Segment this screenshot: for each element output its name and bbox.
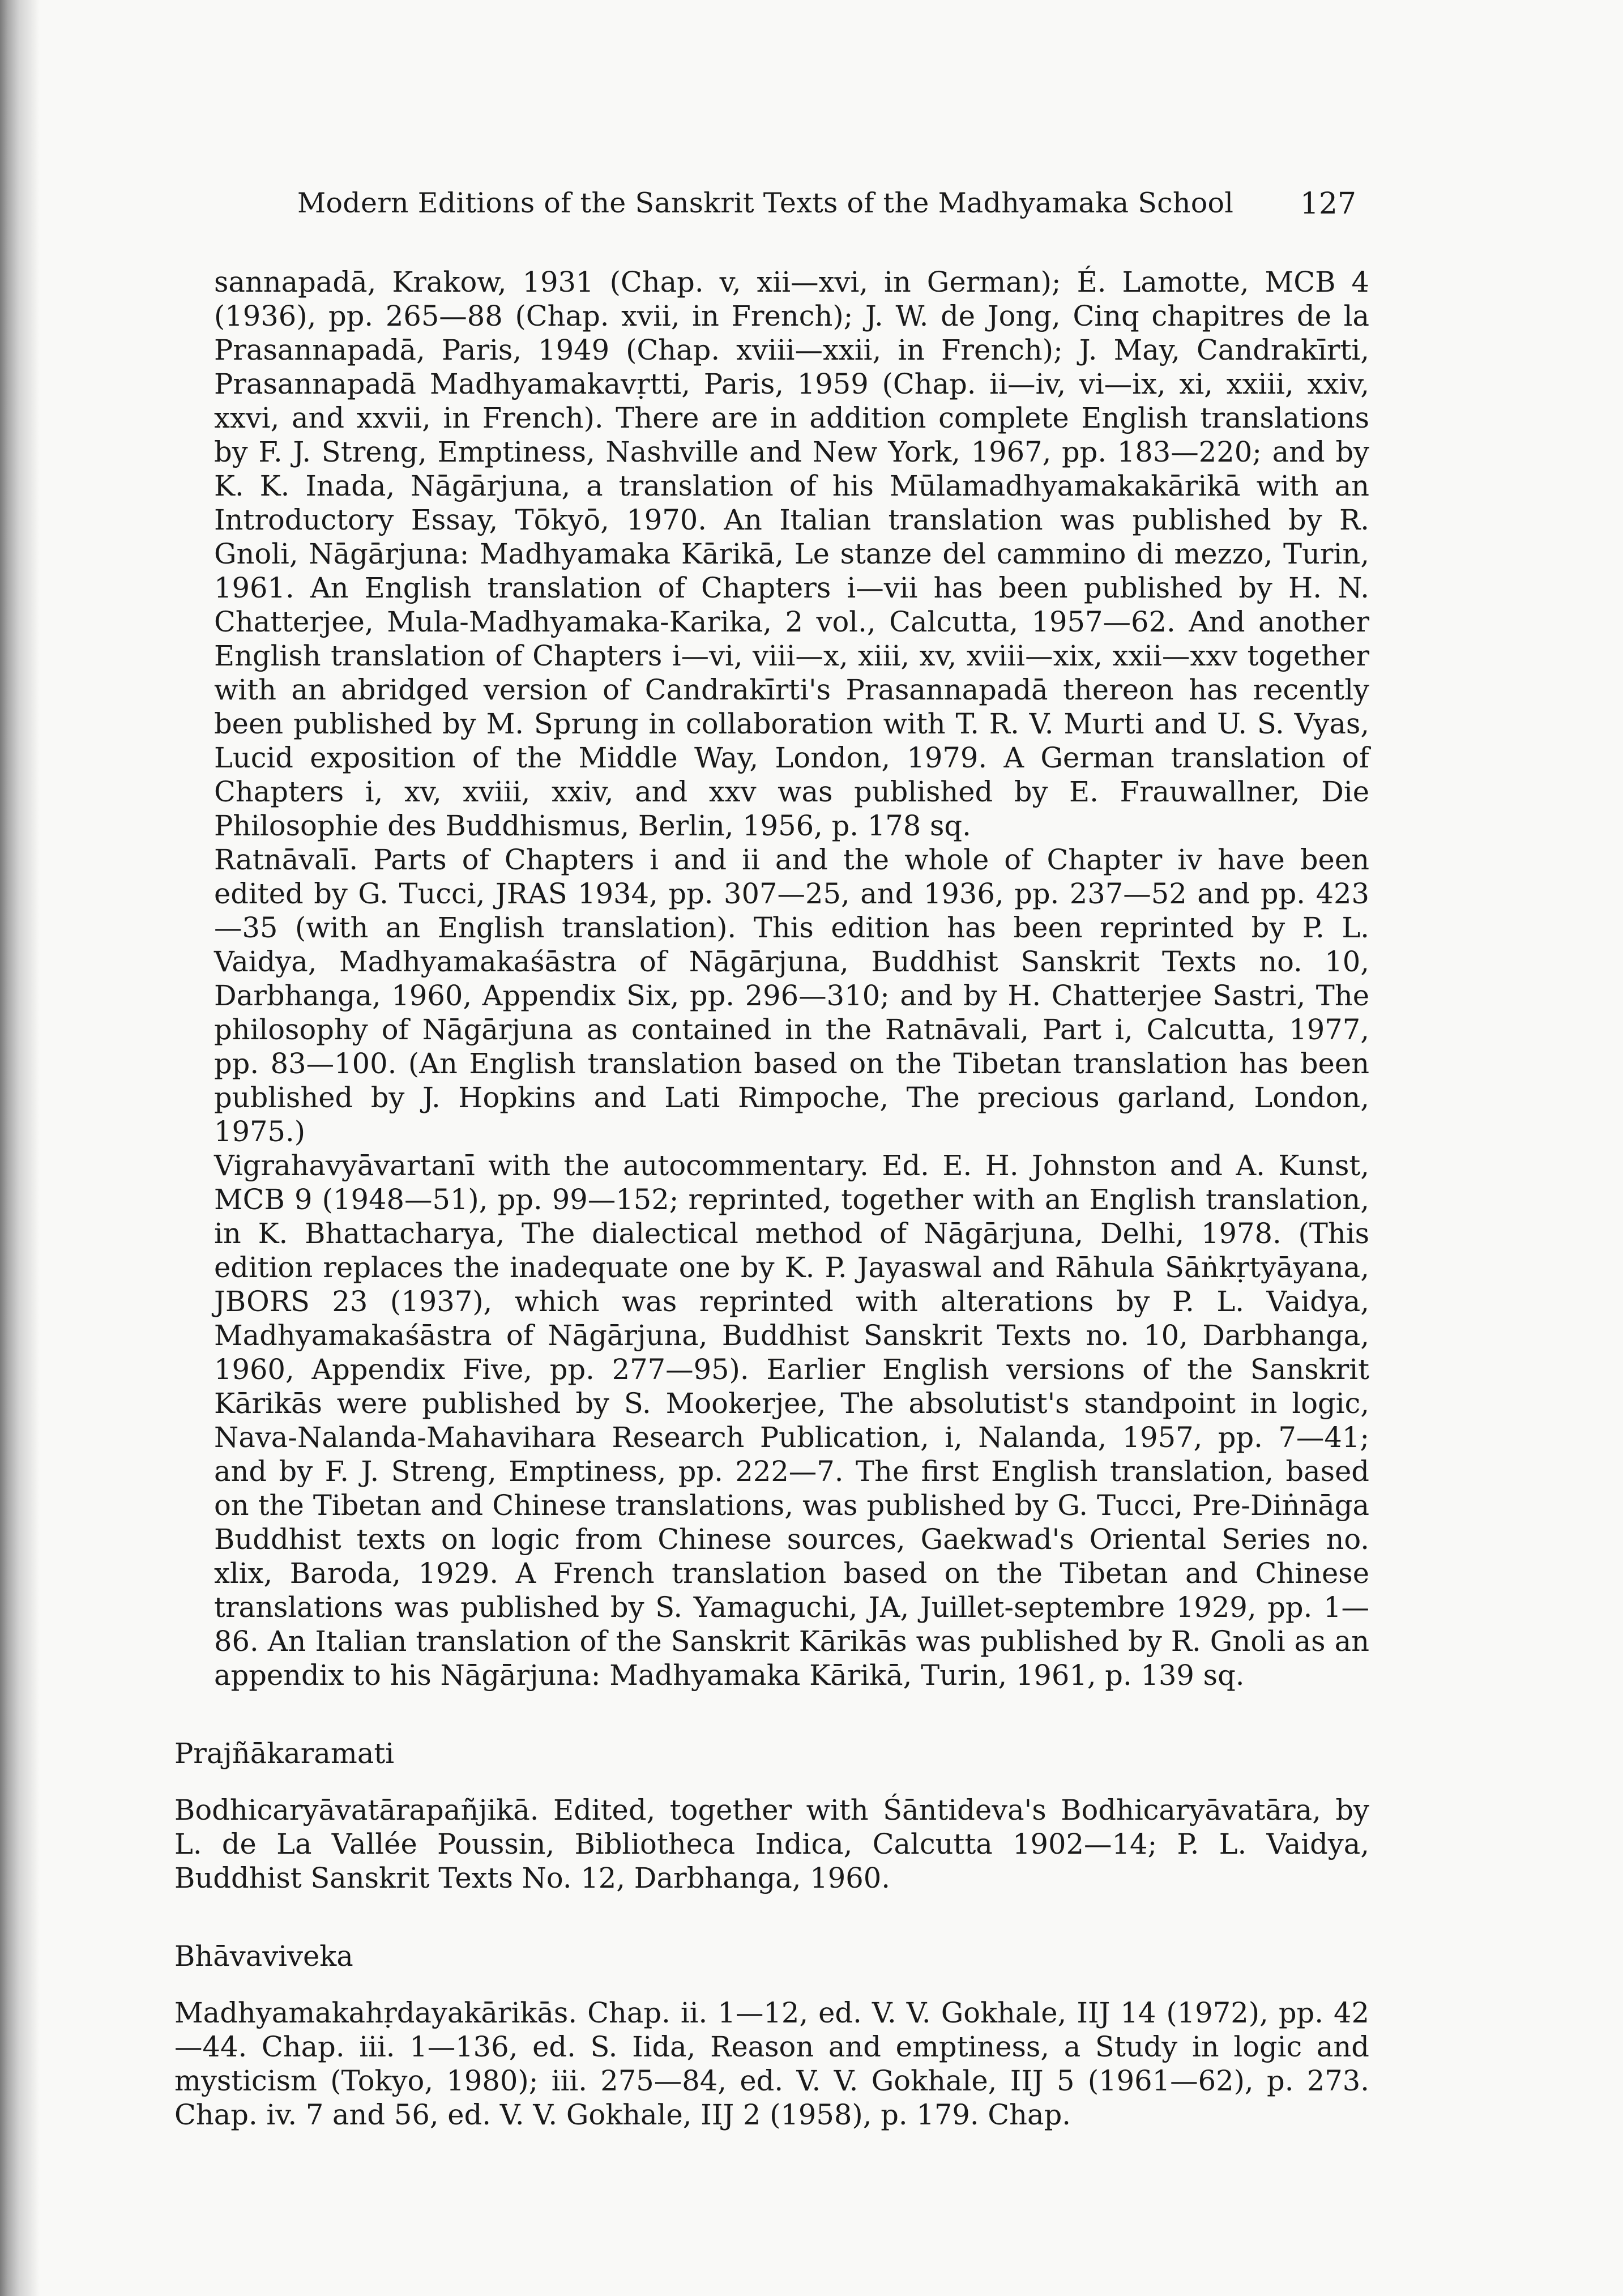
section-entry: Madhyamakahṛdayakārikās. Chap. ii. 1—12, ed. V. V. Gokhale, IIJ 14 (1972), pp. 42—44. Chap. iii. 1—136, ed. S. Iida, Reason and emptiness, a Study in logic and mysticism (Tokyo, 1980); iii. 275—84, ed. V. V. Gokhale, IIJ 5 (1961—62), p. 273. Chap. iv. 7 and 56, ed. V. V. Gokhale, IIJ 2 (1958), p. 179. Chap.	[174, 1996, 1369, 2131]
section-entry: Bodhicaryāvatārapañjikā. Edited, together with Śāntideva's Bodhicaryāvatāra, by L. de La Vallée Poussin, Bibliotheca Indica, Calcutta 1902—14; P. L. Vaidya, Buddhist Sanskrit Texts No. 12, Darbhanga, 1960.	[174, 1794, 1369, 1894]
page-number: 127	[1300, 187, 1356, 221]
body-text	[174, 265, 1369, 2132]
binding-edge-shadow	[0, 0, 40, 2296]
section-bhavaviveka	[174, 1939, 1369, 2132]
section-title: Bhāvaviveka	[174, 1940, 353, 1973]
page-header	[297, 187, 1356, 232]
running-title: Modern Editions of the Sanskrit Texts of the Madhyamaka School	[297, 187, 1234, 219]
section-prajnakaramati	[174, 1736, 1369, 1895]
section-title: Prajñākaramati	[174, 1737, 395, 1770]
continuation-paragraph: sannapadā, Krakow, 1931 (Chap. v, xii—xvi, in German); É. Lamotte, MCB 4 (1936), pp. 265—88 (Chap. xvii, in French); J. W. de Jong, Cinq chapitres de la Prasannapadā, Paris, 1949 (Chap. xviii—xxii, in French); J. May, Candrakīrti, Prasannapadā Madhyamakavṛtti, Paris, 1959 (Chap. ii—iv, vi—ix, xi, xxiii, xxiv, xxvi, and xxvii, in French). There are in addition complete English translations by F. J. Streng, Emptiness, Nashville and New York, 1967, pp. 183—220; and by K. K. Inada, Nāgārjuna, a translation of his Mūlamadhyamakakārikā with an Introductory Essay, Tōkyō, 1970. An Italian translation was published by R. Gnoli, Nāgārjuna: Madhyamaka Kārikā, Le stanze del cammino di mezzo, Turin, 1961. An English translation of Chapters i—vii has been published by H. N. Chatterjee, Mula-Madhyamaka-Karika, 2 vol., Calcutta, 1957—62. And another English translation of Chapters i—vi, viii—x, xiii, xv, xviii—xix, xxii—xxv together with an abridged version of Candrakīrti's Prasannapadā thereon has recently been published by M. Sprung in collaboration with T. R. V. Murti and U. S. Vyas, Lucid exposition of the Middle Way, London, 1979. A German translation of Chapters i, xv, xviii, xxiv, and xxv was published by E. Frauwallner, Die Philosophie des Buddhismus, Berlin, 1956, p. 178 sq.	[214, 266, 1369, 842]
vigrahavyavartani-entry: Vigrahavyāvartanī with the autocommentary. Ed. E. H. Johnston and A. Kunst, MCB 9 (1948—51), pp. 99—152; reprinted, together with an English translation, in K. Bhattacharya, The dialectical method of Nāgārjuna, Delhi, 1978. (This edition replaces the inadequate one by K. P. Jayaswal and Rāhula Sāṅkṛtyāyana, JBORS 23 (1937), which was reprinted with alterations by P. L. Vaidya, Madhyamakaśāstra of Nāgārjuna, Buddhist Sanskrit Texts no. 10, Darbhanga, 1960, Appendix Five, pp. 277—95). Earlier English versions of the Sanskrit Kārikās were published by S. Mookerjee, The absolutist's standpoint in logic, Nava-Nalanda-Mahavihara Research Publication, i, Nalanda, 1957, pp. 7—41; and by F. J. Streng, Emptiness, pp. 222—7. The first English translation, based on the Tibetan and Chinese translations, was published by G. Tucci, Pre-Diṅnāga Buddhist texts on logic from Chinese sources, Gaekwad's Oriental Series no. xlix, Baroda, 1929. A French translation based on the Tibetan and Chinese translations was published by S. Yamaguchi, JA, Juillet-septembre 1929, pp. 1—86. An Italian translation of the Sanskrit Kārikās was published by R. Gnoli as an appendix to his Nāgārjuna: Madhyamaka Kārikā, Turin, 1961, p. 139 sq.	[214, 1149, 1369, 1692]
ratnavali-entry: Ratnāvalī. Parts of Chapters i and ii and the whole of Chapter iv have been edited by G. Tucci, JRAS 1934, pp. 307—25, and 1936, pp. 237—52 and pp. 423—35 (with an English translation). This edition has been reprinted by P. L. Vaidya, Madhyamakaśāstra of Nāgārjuna, Buddhist Sanskrit Texts no. 10, Darbhanga, 1960, Appendix Six, pp. 296—310; and by H. Chatterjee Sastri, The philosophy of Nāgārjuna as contained in the Ratnāvali, Part i, Calcutta, 1977, pp. 83—100. (An English translation based on the Tibetan translation has been published by J. Hopkins and Lati Rimpoche, The precious garland, London, 1975.)	[214, 843, 1369, 1148]
